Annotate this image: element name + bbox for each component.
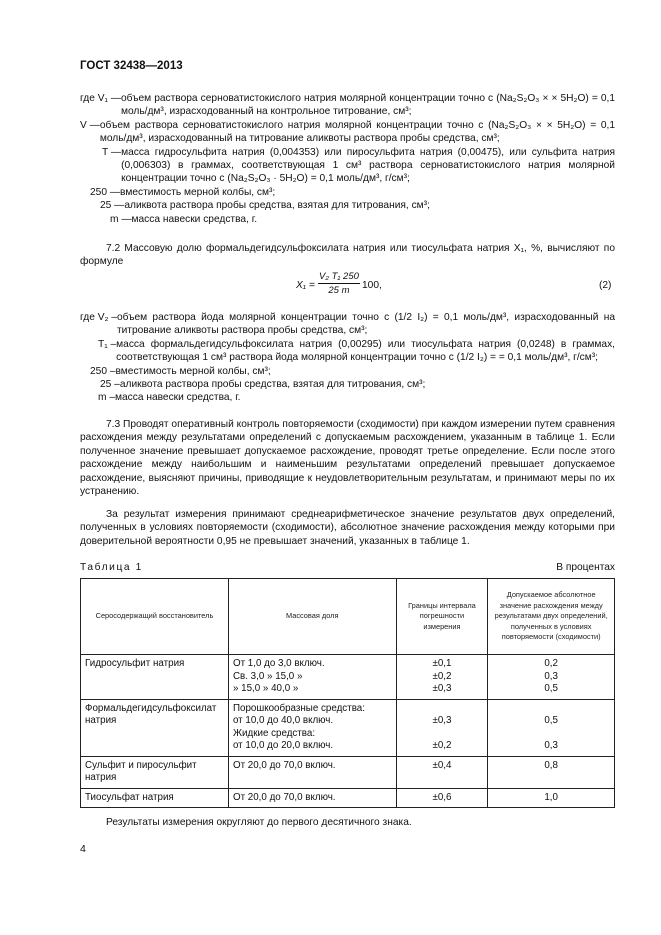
- table-cell-allowed-difference: [488, 699, 615, 756]
- formula-multiplier: 100,: [362, 280, 382, 291]
- table-cell-allowed-difference: [488, 788, 615, 808]
- definition-text: масса гидросульфита натрия (0,004353) или пиросульфита натрия (0,00475), или сульфита натрия (0,006303) в граммах, соответствующая 1 см³ раствора серноватистокислого натрия молярной концентрации точно c (Na₂S₂O₃ · 5H₂O) = 0,1 моль/дм³, г/см³;: [121, 146, 615, 185]
- definition-item: [80, 391, 615, 404]
- table-cell-error-bounds: [396, 788, 488, 808]
- table-cell-allowed-difference-line: 0,8: [544, 759, 558, 771]
- table-cell-mass-fraction: [228, 756, 396, 788]
- table-cell-allowed-difference-line: 0,3: [544, 670, 558, 682]
- definition-symbol: где V₂ –: [80, 312, 117, 323]
- definition-item: [80, 92, 615, 119]
- definition-symbol: где V₁ —: [80, 93, 121, 104]
- table-cell-mass-fraction-line: От 20,0 до 70,0 включ.: [232, 759, 336, 771]
- rounding-note: Результаты измерения округляют до первого десятичного знака.: [106, 817, 412, 828]
- definition-item: [80, 199, 615, 212]
- table-cell-mass-fraction-line: от 10,0 до 40,0 включ.: [232, 715, 334, 726]
- formula-fraction: [318, 270, 360, 298]
- formula-number: (2): [599, 280, 612, 291]
- formula-denominator: 25 m: [328, 285, 350, 297]
- table-cell-allowed-difference-line: 0,3: [544, 740, 558, 751]
- document-header: ГОСТ 32438—2013: [80, 60, 183, 72]
- definition-symbol: 25 –: [100, 379, 120, 391]
- table-cell-allowed-difference-line: 0,5: [544, 683, 558, 694]
- definition-text: вместимость мерной колбы, см³;: [115, 365, 271, 377]
- table-cell-reductant: Тиосульфат натрия: [81, 788, 229, 808]
- table-row: [81, 756, 615, 788]
- table-cell-error-bounds-line: ±0,1: [432, 658, 452, 669]
- definition-item: [80, 365, 615, 378]
- table-cell-error-bounds-line: ±0,4: [432, 759, 452, 771]
- definition-text: масса навески средства, г.: [131, 213, 258, 225]
- definition-item: [80, 338, 615, 365]
- table-cell-mass-fraction: [228, 788, 396, 808]
- definition-text: объем раствора серноватистокислого натрия молярной концентрации точно c (Na₂S₂O₃ × × 5H₂O) = 0,1 моль/дм³, израсходованный на контрольное титрование, см³;: [120, 93, 615, 118]
- table-cell-error-bounds-line: ±0,2: [432, 740, 452, 751]
- definition-item: [80, 186, 615, 199]
- definitions-block-2: [80, 311, 615, 405]
- table-cell-error-bounds-line: [401, 703, 484, 716]
- definition-symbol: T₁ –: [98, 338, 117, 350]
- table-cell-reductant: Сульфит и пиросульфит натрия: [81, 756, 229, 788]
- definition-item: [80, 213, 615, 226]
- table-cell-allowed-difference: [488, 756, 615, 788]
- definition-symbol: 25 —: [100, 200, 125, 212]
- table-cell-mass-fraction-line: Св. 3,0 » 15,0 »: [232, 670, 303, 682]
- table-caption-row: [80, 561, 615, 574]
- table-header-error-bounds: Границы интервала погрешности измерения: [396, 579, 488, 655]
- table-cell-reductant: Формальдегидсульфоксилат натрия: [81, 699, 229, 756]
- definitions-block-1: [80, 92, 615, 226]
- table-cell-mass-fraction-line: Порошкообразные средства:: [232, 702, 365, 714]
- definition-symbol: 250 –: [90, 365, 116, 377]
- table-row: [81, 655, 615, 700]
- definition-item: [80, 311, 615, 338]
- definition-symbol: m –: [98, 392, 115, 404]
- table-cell-mass-fraction: [228, 699, 396, 756]
- table-cell-error-bounds-line: [401, 728, 484, 741]
- table-cell-error-bounds: [396, 756, 488, 788]
- table-row: [81, 699, 615, 756]
- definition-item: [80, 119, 615, 146]
- paragraph-result: За результат измерения принимают среднеарифметическое значение результатов двух определений, полученных в условиях повторяемости (сходимости), абсолютное значение расхождения между которыми при доверительной вероятности 0,95 не превышает значений, указанных в таблице 1.: [80, 509, 615, 547]
- table-cell-allowed-difference-line: [492, 703, 610, 716]
- table-cell-error-bounds-line: ±0,3: [432, 715, 452, 726]
- definition-text: аликвота раствора пробы средства, взятая для титрования, см³;: [119, 379, 426, 391]
- definition-text: аликвота раствора пробы средства, взятая для титрования, см³;: [124, 200, 430, 212]
- table-1: [80, 578, 615, 808]
- table-cell-mass-fraction: [228, 655, 396, 700]
- table-cell-error-bounds-line: ±0,2: [432, 670, 452, 682]
- definition-item: [80, 378, 615, 391]
- definition-text: масса формальдегидсульфоксилата натрия (0,00295) или тиосульфата натрия (0,0248) в граммах, соответствующая 1 см³ раствора йода молярной концентрации точно c (1/2 I₂) = = 0,1 моль/дм³, г/см³;: [116, 338, 615, 364]
- definition-symbol: m —: [110, 213, 132, 225]
- definition-text: масса навески средства, г.: [114, 392, 241, 404]
- table-header-allowed-difference: Допускаемое абсолютное значение расхождения между результатами двух определений, полученных в условиях повторяемости (сходимости): [488, 579, 615, 655]
- table-cell-mass-fraction-line: От 20,0 до 70,0 включ.: [232, 791, 336, 803]
- definition-text: вместимость мерной колбы, см³;: [120, 186, 276, 198]
- definition-text: объем раствора йода молярной концентрации точно c (1/2 I₂) = 0,1 моль/дм³, израсходованный на титрование аликвоты раствора пробы средства, см³;: [116, 312, 615, 337]
- table-cell-reductant: Гидросульфит натрия: [81, 655, 229, 700]
- paragraph-7-3: 7.3 Проводят оперативный контроль повторяемости (сходимости) при каждом измерении путем сравнения расхождения между результатами определений с допускаемым расхождением, указанным в таблице 1. Если полученное значение превышает допускаемое расхождение, проводят третье определение. Если после этого расхождение между наибольшим и наименьшим результатами определений превышает допускаемое расхождение, выясняют причины, приводящие к неудовлетворительным результатам, и принимают меры по их устранению.: [80, 419, 615, 498]
- page-number: 4: [80, 843, 86, 855]
- definition-item: [80, 146, 615, 186]
- table-cell-allowed-difference: [488, 655, 615, 700]
- table-cell-allowed-difference-line: 0,5: [544, 715, 558, 726]
- table-caption: Таблица 1: [80, 562, 143, 573]
- table-cell-allowed-difference-line: 1,0: [544, 791, 558, 803]
- table-cell-allowed-difference-line: [492, 728, 610, 741]
- table-cell-error-bounds-line: ±0,3: [432, 683, 452, 694]
- definition-text: объем раствора серноватистокислого натрия молярной концентрации точно c (Na₂S₂O₃ × × 5H₂O) = 0,1 моль/дм³, израсходованный на титрование аликвоты раствора пробы средства, см³;: [99, 119, 615, 145]
- table-row: [81, 788, 615, 808]
- paragraph-7-2: 7.2 Массовую долю формальдегидсульфоксилата натрия или тиосульфата натрия X₁, %, вычисляют по формуле: [80, 243, 615, 268]
- table-cell-mass-fraction-line: От 1,0 до 3,0 включ.: [232, 658, 325, 669]
- table-cell-error-bounds: [396, 699, 488, 756]
- table-cell-error-bounds-line: ±0,6: [432, 791, 452, 803]
- table-units: В процентах: [556, 562, 615, 573]
- table-header-reductant: Серосодержащий восстановитель: [81, 579, 229, 655]
- table-header-mass-fraction: Массовая доля: [228, 579, 396, 655]
- table-cell-mass-fraction-line: от 10,0 до 20,0 включ.: [232, 740, 334, 751]
- formula-lhs: X₁ =: [296, 280, 315, 291]
- definition-symbol: 250 —: [90, 186, 121, 198]
- table-cell-allowed-difference-line: 0,2: [544, 658, 558, 669]
- definition-symbol: T —: [102, 146, 122, 158]
- table-cell-mass-fraction-line: » 15,0 » 40,0 »: [232, 683, 299, 694]
- formula-numerator: V₂ T₁ 250: [318, 270, 360, 284]
- table-cell-error-bounds: [396, 655, 488, 700]
- table-cell-mass-fraction-line: Жидкие средства:: [232, 727, 316, 739]
- definition-symbol: V —: [80, 119, 100, 131]
